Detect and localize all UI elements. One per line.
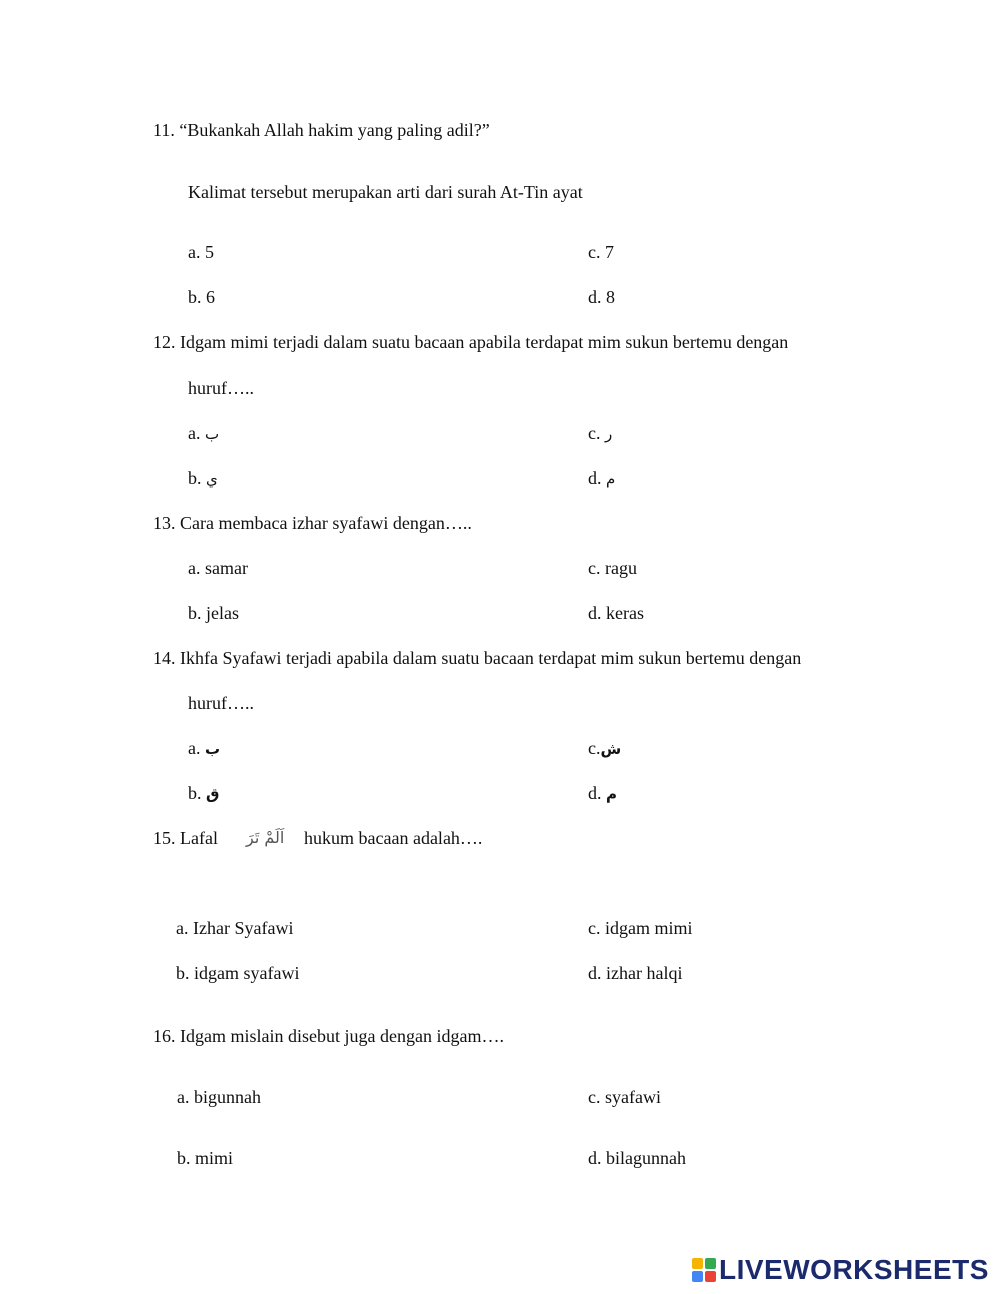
question-13-text: 13. Cara membaca izhar syafawi dengan….. <box>153 513 472 533</box>
question-11-line2: Kalimat tersebut merupakan arti dari surah At-Tin ayat <box>188 182 583 202</box>
option-14-c-letter: ش <box>600 740 622 758</box>
option-16-d[interactable]: d. bilagunnah <box>588 1148 686 1168</box>
option-14-a-label: a. <box>188 738 201 758</box>
option-16-b[interactable]: b. mimi <box>177 1148 234 1168</box>
option-12-d-letter: م <box>606 470 616 488</box>
logo-square-icon <box>692 1258 703 1269</box>
option-14-c[interactable] <box>588 737 621 760</box>
question-15-lafal: اَلَمْ تَرَ <box>246 828 285 847</box>
question-15-suffix: hukum bacaan adalah…. <box>304 828 483 848</box>
question-11-text: 11. “Bukankah Allah hakim yang paling adil?” <box>153 120 490 140</box>
option-14-d-label: d. <box>588 783 602 803</box>
option-14-b[interactable] <box>188 782 219 805</box>
question-14-line2: huruf….. <box>188 693 254 713</box>
option-12-b-letter: ي <box>206 470 218 488</box>
option-12-a-label: a. <box>188 423 201 443</box>
option-11-c[interactable]: c. 7 <box>588 242 614 262</box>
question-15-prefix: 15. Lafal <box>153 828 218 848</box>
option-14-d-letter: م <box>606 785 617 803</box>
option-16-c[interactable]: c. syafawi <box>588 1087 661 1107</box>
option-12-a[interactable] <box>188 422 219 445</box>
option-14-a[interactable] <box>188 737 220 760</box>
option-12-d[interactable] <box>588 467 615 490</box>
option-12-c[interactable] <box>588 422 612 445</box>
option-14-a-letter: ب <box>205 740 221 758</box>
logo-square-icon <box>692 1271 703 1282</box>
option-11-b[interactable]: b. 6 <box>188 287 215 307</box>
option-15-b[interactable]: b. idgam syafawi <box>176 963 300 983</box>
option-13-d[interactable]: d. keras <box>588 603 644 623</box>
question-12-text: 12. Idgam mimi terjadi dalam suatu bacaan apabila terdapat mim sukun bertemu dengan <box>153 332 789 352</box>
option-13-b[interactable]: b. jelas <box>188 603 239 623</box>
liveworksheets-logo-text: LIVEWORKSHEETS <box>719 1254 989 1285</box>
option-15-d[interactable]: d. izhar halqi <box>588 963 683 983</box>
question-14-text: 14. Ikhfa Syafawi terjadi apabila dalam suatu bacaan terdapat mim sukun bertemu dengan <box>153 648 802 668</box>
option-12-c-label: c. <box>588 423 601 443</box>
option-12-a-letter: ب <box>205 425 220 443</box>
option-14-d[interactable] <box>588 782 617 805</box>
option-13-c[interactable]: c. ragu <box>588 558 637 578</box>
option-12-b[interactable] <box>188 467 218 490</box>
liveworksheets-logo <box>692 1255 989 1285</box>
option-12-b-label: b. <box>188 468 202 488</box>
option-14-b-label: b. <box>188 783 202 803</box>
option-12-c-letter: ر <box>605 425 613 443</box>
question-12-line2: huruf….. <box>188 378 254 398</box>
option-11-d[interactable]: d. 8 <box>588 287 615 307</box>
liveworksheets-logo-icon <box>692 1258 716 1282</box>
option-14-b-letter: ق <box>206 785 220 803</box>
option-15-c[interactable]: c. idgam mimi <box>588 918 693 938</box>
logo-square-icon <box>705 1271 716 1282</box>
option-15-a[interactable]: a. Izhar Syafawi <box>176 918 294 938</box>
question-16-text: 16. Idgam mislain disebut juga dengan idgam…. <box>153 1026 504 1046</box>
option-13-a[interactable]: a. samar <box>188 558 248 578</box>
option-16-a[interactable]: a. bigunnah <box>177 1087 261 1107</box>
option-12-d-label: d. <box>588 468 602 488</box>
option-14-c-label: c. <box>588 738 601 758</box>
logo-square-icon <box>705 1258 716 1269</box>
option-11-a[interactable]: a. 5 <box>188 242 214 262</box>
